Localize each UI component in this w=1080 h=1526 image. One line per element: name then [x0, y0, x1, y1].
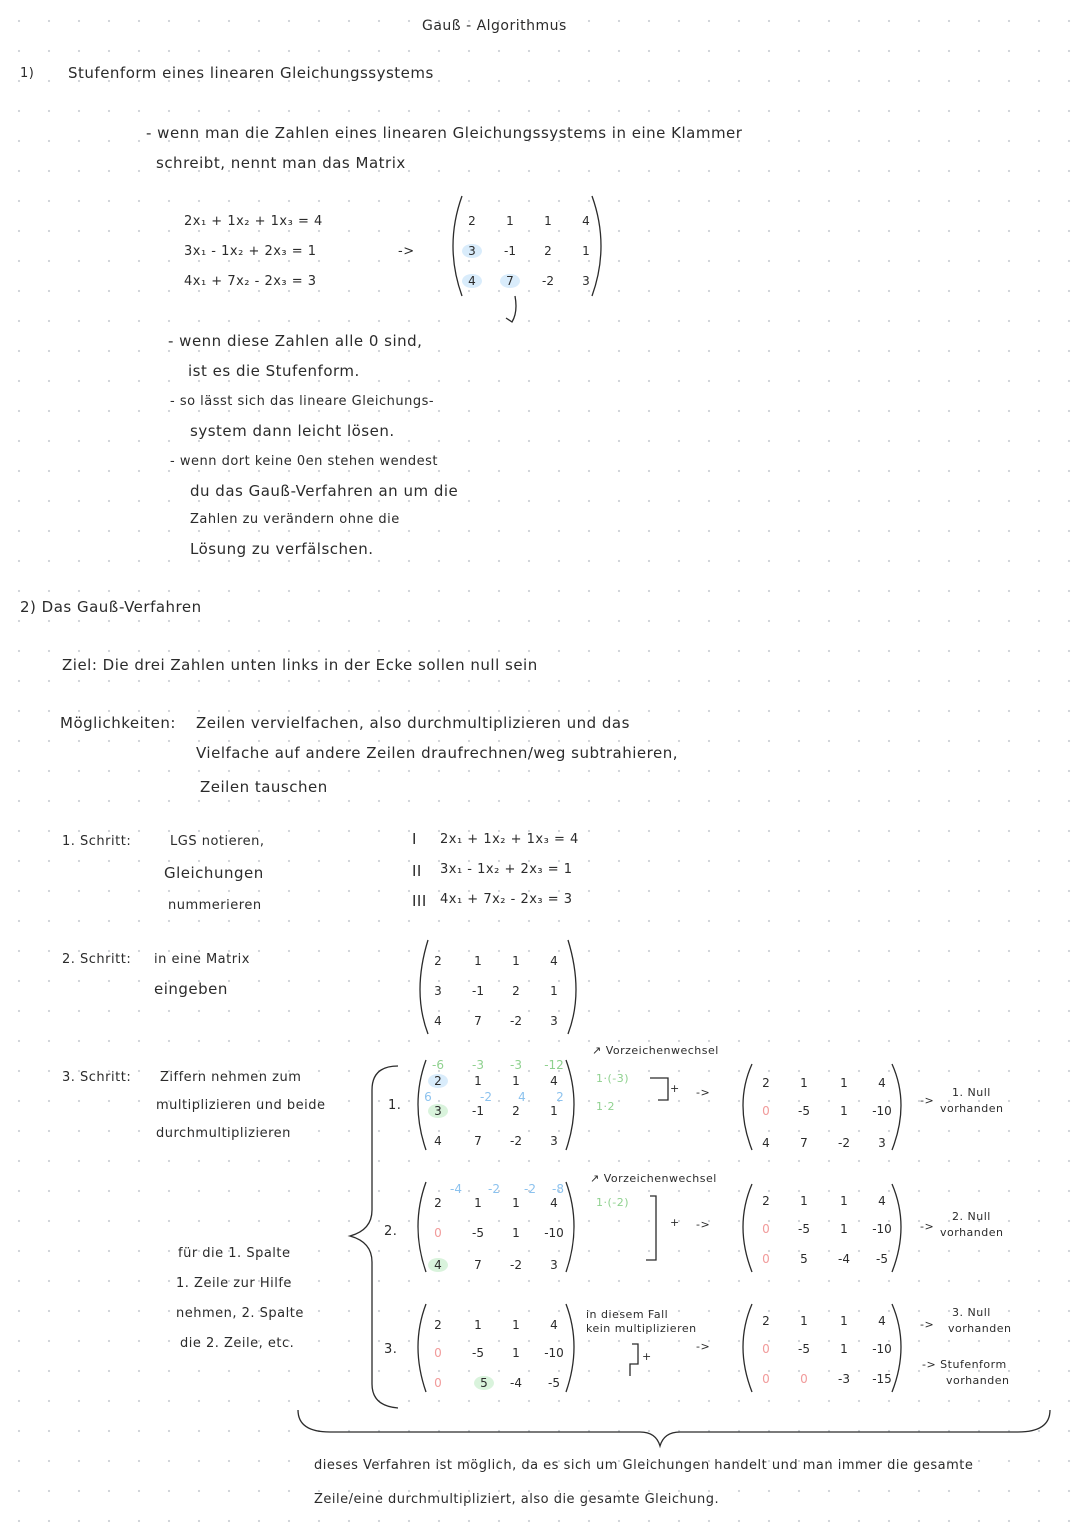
matrix-cell: 1 [474, 1318, 482, 1332]
result1-line2: vorhanden [940, 1102, 1004, 1115]
matrix-cell: 1 [512, 1074, 520, 1088]
step3-text1: Ziffern nehmen zum [160, 1070, 302, 1085]
matrix-cell: 3 [428, 1104, 448, 1118]
roman-I: I [412, 830, 417, 848]
matrix-cell: -2 [542, 274, 554, 288]
step3-text3: durchmultiplizieren [156, 1126, 291, 1141]
matrix-cell: 0 [762, 1342, 770, 1356]
matrix-cell: -1 [472, 984, 484, 998]
helper-value: -12 [544, 1058, 564, 1072]
result2-line1: 2. Null [952, 1210, 991, 1223]
moeglichkeiten-line2: Vielfache auf andere Zeilen draufrechnen/weg subtrahieren, [196, 744, 678, 762]
step2-label: 2. Schritt: [62, 952, 132, 967]
matrix-cell: 1 [544, 214, 552, 228]
matrix-cell: -5 [548, 1376, 560, 1390]
matrix-cell: 2 [468, 214, 476, 228]
matrix-cell: -5 [798, 1342, 810, 1356]
matrix-cell: 4 [428, 1258, 448, 1272]
matrix-cell: 0 [434, 1376, 442, 1390]
matrix-cell: 2 [434, 1318, 442, 1332]
factor-1a: 1·(-3) [596, 1072, 630, 1085]
helper-value: -4 [450, 1182, 462, 1196]
moeglichkeiten-line1: Zeilen vervielfachen, also durchmultiplizieren und das [196, 714, 630, 732]
helper-value: -2 [480, 1090, 492, 1104]
sign-change-note-1: ↗ Vorzeichenwechsel [592, 1044, 719, 1057]
page-title: Gauß - Algorithmus [422, 18, 567, 34]
hint-line3: nehmen, 2. Spalte [176, 1306, 304, 1321]
step3-label: 3. Schritt: [62, 1070, 132, 1085]
matrix-cell: 1 [474, 954, 482, 968]
matrix-cell: 3 [462, 244, 482, 258]
matrix-cell: 1 [582, 244, 590, 258]
matrix-cell: 1 [550, 984, 558, 998]
note-b2: system dann leicht lösen. [190, 422, 395, 440]
matrix-cell: 1 [550, 1104, 558, 1118]
matrix-cell: 5 [800, 1252, 808, 1266]
ziel-text: Ziel: Die drei Zahlen unten links in der Ecke sollen null sein [62, 656, 538, 674]
note-c1: - wenn dort keine 0en stehen wendest [170, 454, 438, 469]
matrix-cell: 0 [434, 1346, 442, 1360]
arrow-to-matrix: -> [398, 244, 415, 259]
matrix-cell: 3 [582, 274, 590, 288]
equation-2: 3x₁ - 1x₂ + 2x₃ = 1 [184, 244, 317, 259]
matrix-cell: 4 [550, 1074, 558, 1088]
matrix-cell: -10 [872, 1222, 892, 1236]
arrow-2: -> [696, 1218, 711, 1231]
matrix-cell: 4 [434, 1014, 442, 1028]
matrix-cell: 5 [474, 1376, 494, 1390]
helper-value: -2 [524, 1182, 536, 1196]
matrix-cell: 7 [474, 1014, 482, 1028]
note-a1: - wenn diese Zahlen alle 0 sind, [168, 332, 423, 350]
numbered-equation-1: 2x₁ + 1x₂ + 1x₃ = 4 [440, 832, 579, 847]
plus-2: + [670, 1216, 680, 1229]
matrix-cell: 4 [878, 1076, 886, 1090]
result3-line1: 3. Null [952, 1306, 991, 1319]
matrix-cell: -1 [472, 1104, 484, 1118]
note-c3: Zahlen zu verändern ohne die [190, 512, 400, 527]
matrix-cell: 1 [840, 1104, 848, 1118]
matrix-cell: -5 [798, 1222, 810, 1236]
section1-intro-line1: - wenn man die Zahlen eines linearen Gleichungssystems in eine Klammer [146, 124, 743, 142]
note-b1: - so lässt sich das lineare Gleichungs- [170, 394, 435, 409]
matrix-cell: 1 [506, 214, 514, 228]
matrix-cell: -2 [838, 1136, 850, 1150]
matrix-cell: 4 [878, 1194, 886, 1208]
matrix-cell: 3 [550, 1014, 558, 1028]
result4-line1: -> Stufenform [922, 1358, 1007, 1371]
step2-text1: in eine Matrix [154, 952, 250, 967]
matrix-cell: 7 [500, 274, 520, 288]
substep-1-label: 1. [388, 1098, 402, 1113]
matrix-cell: 7 [800, 1136, 808, 1150]
result-arrow-2: -> [920, 1220, 935, 1233]
note-c2: du das Gauß-Verfahren an um die [190, 482, 459, 500]
matrix-cell: 2 [544, 244, 552, 258]
matrix-cell: -10 [544, 1346, 564, 1360]
step2-text2: eingeben [154, 980, 228, 998]
matrix-cell: 1 [840, 1314, 848, 1328]
matrix-cell: 2 [434, 1196, 442, 1210]
matrix-cell: 0 [762, 1104, 770, 1118]
matrix-cell: 3 [550, 1258, 558, 1272]
matrix-cell: -10 [544, 1226, 564, 1240]
section2-heading: 2) Das Gauß-Verfahren [20, 598, 202, 616]
matrix-cell: 0 [762, 1252, 770, 1266]
matrix-cell: -4 [838, 1252, 850, 1266]
matrix-cell: 2 [762, 1076, 770, 1090]
matrix-cell: 1 [512, 1226, 520, 1240]
matrix-cell: 0 [800, 1372, 808, 1386]
matrix-cell: -1 [504, 244, 516, 258]
matrix-cell: 7 [474, 1258, 482, 1272]
step1-text3: nummerieren [168, 898, 262, 913]
result1-line1: 1. Null [952, 1086, 991, 1099]
matrix-cell: 4 [582, 214, 590, 228]
section1-number: 1) [20, 66, 35, 81]
numbered-equation-3: 4x₁ + 7x₂ - 2x₃ = 3 [440, 892, 573, 907]
moeglichkeiten-line3: Zeilen tauschen [200, 778, 328, 796]
factor-2: 1·(-2) [596, 1196, 630, 1209]
matrix-cell: 1 [840, 1342, 848, 1356]
equation-3: 4x₁ + 7x₂ - 2x₃ = 3 [184, 274, 317, 289]
factor-1b: 1·2 [596, 1100, 615, 1113]
matrix-cell: 2 [762, 1314, 770, 1328]
helper-value: -8 [552, 1182, 564, 1196]
substep-2-label: 2. [384, 1224, 398, 1239]
section1-heading: Stufenform eines linearen Gleichungssystems [68, 64, 434, 82]
sign-change-note-2: ↗ Vorzeichenwechsel [590, 1172, 717, 1185]
helper-value: 6 [424, 1090, 432, 1104]
result-arrow-1: -> [920, 1094, 935, 1107]
matrix-cell: 1 [512, 1196, 520, 1210]
matrix-cell: 4 [878, 1314, 886, 1328]
matrix-cell: 3 [434, 984, 442, 998]
matrix-cell: 4 [434, 1134, 442, 1148]
hint-line4: die 2. Zeile, etc. [180, 1336, 295, 1351]
matrix-cell: 1 [800, 1314, 808, 1328]
arrow-3: -> [696, 1340, 711, 1353]
matrix-cell: -4 [510, 1376, 522, 1390]
helper-value: 2 [556, 1090, 564, 1104]
matrix-cell: 1 [840, 1076, 848, 1090]
result2-line2: vorhanden [940, 1226, 1004, 1239]
roman-II: II [412, 862, 422, 880]
plus-3: + [642, 1350, 652, 1363]
note-a2: ist es die Stufenform. [188, 362, 360, 380]
matrix-cell: 0 [434, 1226, 442, 1240]
matrix-cell: 1 [474, 1196, 482, 1210]
step1-label: 1. Schritt: [62, 834, 132, 849]
footer-line1: dieses Verfahren ist möglich, da es sich um Gleichungen handelt und man immer die gesamte [314, 1458, 974, 1473]
result-arrow-3: -> [920, 1318, 935, 1331]
section1-intro-line2: schreibt, nennt man das Matrix [156, 154, 406, 172]
matrix-cell: -2 [510, 1014, 522, 1028]
footer-line2: Zeile/eine durchmultipliziert, also die gesamte Gleichung. [314, 1492, 720, 1507]
matrix-cell: 4 [550, 954, 558, 968]
helper-value: -2 [488, 1182, 500, 1196]
matrix-cell: -5 [472, 1226, 484, 1240]
matrix-cell: 1 [512, 1346, 520, 1360]
arrow-1: -> [696, 1086, 711, 1099]
matrix-cell: 1 [800, 1194, 808, 1208]
helper-value: -6 [432, 1058, 444, 1072]
note-c4: Lösung zu verfälschen. [190, 540, 374, 558]
matrix-cell: 4 [550, 1196, 558, 1210]
hint-line2: 1. Zeile zur Hilfe [176, 1276, 292, 1291]
result3-line2: vorhanden [948, 1322, 1012, 1335]
matrix-cell: 1 [840, 1222, 848, 1236]
matrix-cell: 2 [428, 1074, 448, 1088]
matrix-cell: 0 [762, 1372, 770, 1386]
moeglichkeiten-label: Möglichkeiten: [60, 714, 176, 732]
matrix-cell: -15 [872, 1372, 892, 1386]
matrix-cell: 4 [462, 274, 482, 288]
matrix-cell: -2 [510, 1258, 522, 1272]
matrix-cell: 0 [762, 1222, 770, 1236]
matrix-cell: 1 [474, 1074, 482, 1088]
matrix-cell: -10 [872, 1342, 892, 1356]
matrix-cell: 4 [550, 1318, 558, 1332]
matrix-cell: 1 [512, 1318, 520, 1332]
matrix-cell: 3 [878, 1136, 886, 1150]
helper-value: -3 [472, 1058, 484, 1072]
matrix-cell: 2 [434, 954, 442, 968]
no-multiply-note-line2: kein multiplizieren [586, 1322, 697, 1335]
matrix-cell: 2 [512, 984, 520, 998]
matrix-cell: -5 [876, 1252, 888, 1266]
matrix-cell: -10 [872, 1104, 892, 1118]
numbered-equation-2: 3x₁ - 1x₂ + 2x₃ = 1 [440, 862, 573, 877]
helper-value: 4 [518, 1090, 526, 1104]
matrix-cell: 2 [512, 1104, 520, 1118]
matrix-cell: -3 [838, 1372, 850, 1386]
matrix-cell: 3 [550, 1134, 558, 1148]
plus-1: + [670, 1082, 680, 1095]
matrix-cell: 1 [800, 1076, 808, 1090]
matrix-cell: -5 [798, 1104, 810, 1118]
equation-1: 2x₁ + 1x₂ + 1x₃ = 4 [184, 214, 323, 229]
matrix-cell: -2 [510, 1134, 522, 1148]
result4-line2: vorhanden [946, 1374, 1010, 1387]
roman-III: III [412, 892, 427, 910]
matrix-cell: 4 [762, 1136, 770, 1150]
hint-line1: für die 1. Spalte [178, 1246, 291, 1261]
step1-text1: LGS notieren, [170, 834, 265, 849]
helper-value: -3 [510, 1058, 522, 1072]
matrix-cell: -5 [472, 1346, 484, 1360]
step1-text2: Gleichungen [164, 864, 264, 882]
step3-text2: multiplizieren und beide [156, 1098, 326, 1113]
matrix-cell: 1 [840, 1194, 848, 1208]
matrix-cell: 7 [474, 1134, 482, 1148]
no-multiply-note-line1: in diesem Fall [586, 1308, 669, 1321]
matrix-cell: 1 [512, 954, 520, 968]
substep-3-label: 3. [384, 1342, 398, 1357]
matrix-cell: 2 [762, 1194, 770, 1208]
